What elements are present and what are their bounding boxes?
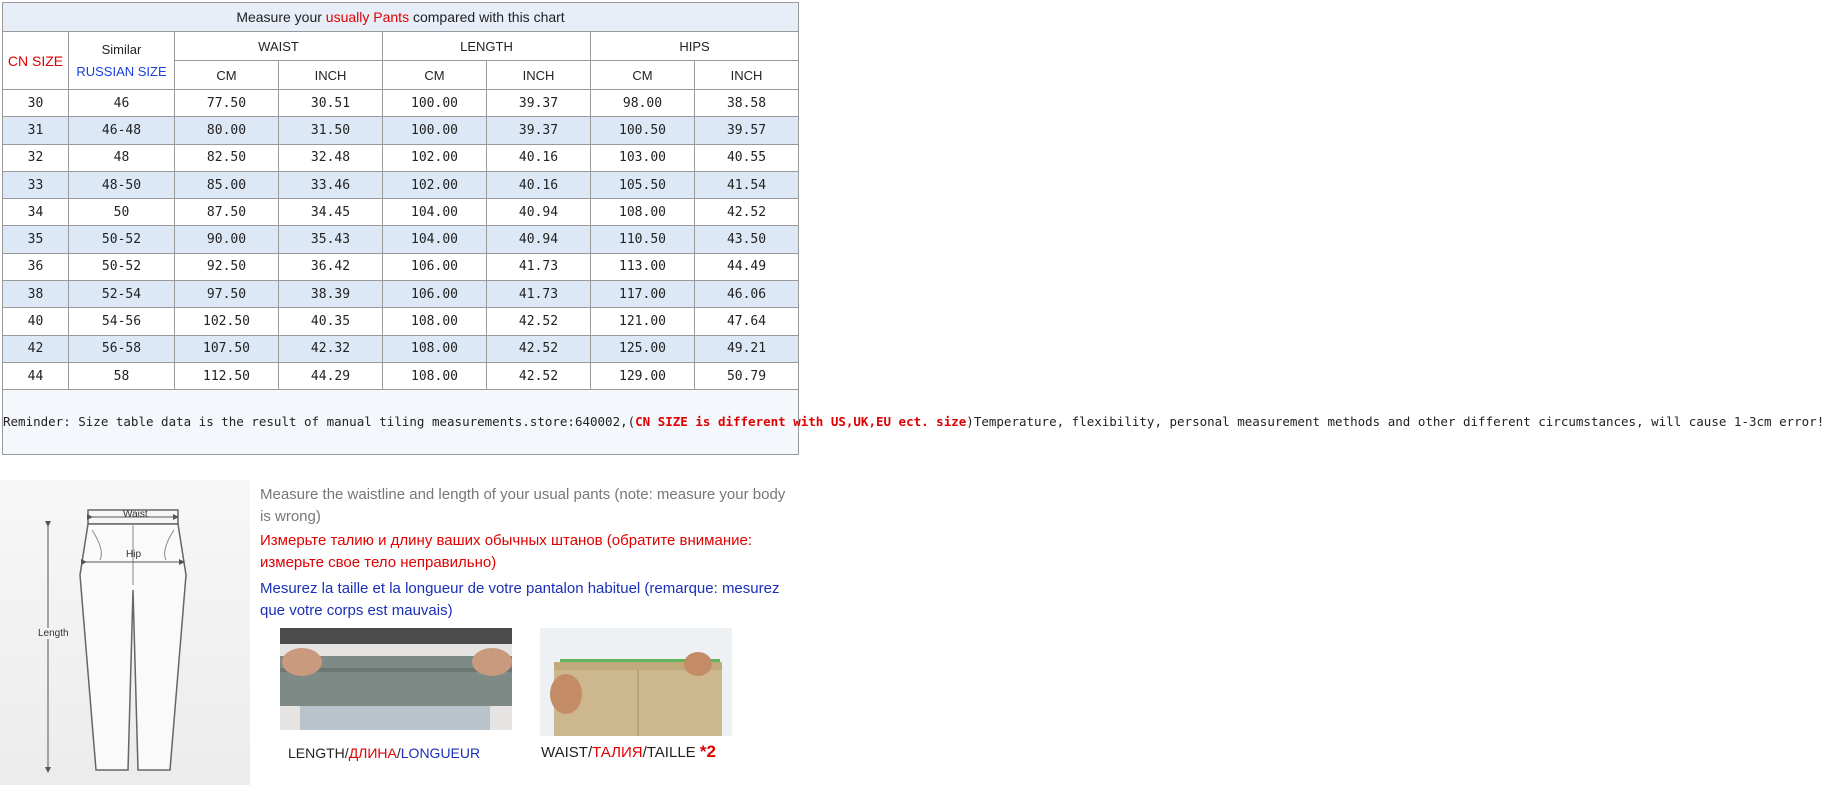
table-cell: 108.00	[383, 362, 487, 389]
table-cell: 40.55	[695, 144, 799, 171]
table-cell: 129.00	[591, 362, 695, 389]
length-caption	[288, 745, 480, 761]
table-cell: 90.00	[175, 226, 279, 253]
table-cell: 36.42	[279, 253, 383, 280]
diagram-waist-label: Waist	[123, 509, 148, 520]
table-cell: 43.50	[695, 226, 799, 253]
header-russian-size: RUSSIAN SIZE	[76, 63, 167, 79]
table-cell: 50	[69, 199, 175, 226]
table-cell: 44.49	[695, 253, 799, 280]
title-highlight: usually Pants	[325, 9, 410, 25]
table-cell: 31.50	[279, 117, 383, 144]
table-cell: 50-52	[69, 226, 175, 253]
caption-length-fr: LONGUEUR	[400, 745, 481, 761]
table-cell: 39.37	[487, 117, 591, 144]
header-row-1	[3, 32, 799, 61]
table-cell: 38.58	[695, 90, 799, 117]
table-cell: 54-56	[69, 308, 175, 335]
instruction-english: Measure the waistline and length of your usual pants (note: measure your body is wrong)	[260, 486, 786, 525]
header-length: LENGTH	[383, 32, 591, 61]
table-cell: 30	[3, 90, 69, 117]
table-row	[3, 281, 799, 308]
table-cell: 47.64	[695, 308, 799, 335]
table-cell: 112.50	[175, 362, 279, 389]
reminder-part1: Reminder: Size table data is the result of manual tiling measurements.store:640002,(	[3, 414, 636, 430]
table-cell: 103.00	[591, 144, 695, 171]
table-cell: 34.45	[279, 199, 383, 226]
table-row	[3, 308, 799, 335]
table-cell: 40.16	[487, 171, 591, 198]
table-cell: 42.52	[695, 199, 799, 226]
table-cell: 100.00	[383, 117, 487, 144]
table-cell: 35.43	[279, 226, 383, 253]
table-row	[3, 253, 799, 280]
table-cell: 50.79	[695, 362, 799, 389]
header-length-cm: CM	[383, 61, 487, 90]
table-row	[3, 335, 799, 362]
table-row	[3, 226, 799, 253]
table-cell: 34	[3, 199, 69, 226]
diagram-length-label: Length	[38, 628, 69, 639]
table-title	[3, 3, 799, 32]
caption-waist-en: WAIST/	[541, 744, 593, 761]
table-cell: 40.35	[279, 308, 383, 335]
table-cell: 77.50	[175, 90, 279, 117]
table-cell: 46-48	[69, 117, 175, 144]
table-cell: 48	[69, 144, 175, 171]
table-cell: 46.06	[695, 281, 799, 308]
table-cell: 41.73	[487, 281, 591, 308]
table-cell: 87.50	[175, 199, 279, 226]
caption-waist-multiplier: *2	[699, 742, 716, 761]
table-cell: 102.50	[175, 308, 279, 335]
instruction-russian: Измерьте талию и длину ваших обычных штанов (обратите внимание: измерьте свое тело неправильно)	[260, 532, 753, 571]
table-cell: 107.50	[175, 335, 279, 362]
table-cell: 41.54	[695, 171, 799, 198]
reminder-text	[3, 390, 1824, 455]
instruction-french: Mesurez la taille et la longueur de votre pantalon habituel (remarque: mesurez que votre corps est mauvais)	[260, 580, 780, 619]
table-cell: 40.94	[487, 199, 591, 226]
table-cell: 92.50	[175, 253, 279, 280]
table-cell: 41.73	[487, 253, 591, 280]
table-cell: 36	[3, 253, 69, 280]
caption-length-sep: /	[396, 745, 401, 761]
table-row	[3, 90, 799, 117]
table-cell: 39.37	[487, 90, 591, 117]
caption-waist-ru: ТАЛИЯ	[592, 744, 643, 761]
table-cell: 104.00	[383, 199, 487, 226]
table-cell: 44.29	[279, 362, 383, 389]
header-waist: WAIST	[175, 32, 383, 61]
table-cell: 39.57	[695, 117, 799, 144]
table-cell: 30.51	[279, 90, 383, 117]
table-cell: 42.52	[487, 362, 591, 389]
table-row	[3, 171, 799, 198]
table-cell: 108.00	[591, 199, 695, 226]
caption-length-ru: ДЛИНА	[348, 745, 397, 761]
table-cell: 42	[3, 335, 69, 362]
diagram-hip-label: Hip	[126, 549, 142, 560]
table-cell: 32	[3, 144, 69, 171]
table-cell: 40.94	[487, 226, 591, 253]
size-chart-table	[2, 2, 1824, 455]
reminder-highlight: CN SIZE is different with US,UK,EU ect. size	[635, 414, 967, 430]
header-waist-cm: CM	[175, 61, 279, 90]
table-cell: 98.00	[591, 90, 695, 117]
table-cell: 32.48	[279, 144, 383, 171]
title-text-end: compared with this chart	[409, 9, 565, 25]
table-cell: 106.00	[383, 253, 487, 280]
table-row	[3, 362, 799, 389]
table-cell: 100.00	[383, 90, 487, 117]
length-measure-photo	[280, 628, 512, 730]
waist-caption	[541, 742, 716, 762]
table-cell: 100.50	[591, 117, 695, 144]
table-cell: 102.00	[383, 144, 487, 171]
table-cell: 35	[3, 226, 69, 253]
pants-diagram	[0, 480, 250, 785]
caption-waist-fr: TAILLE	[646, 744, 696, 761]
table-cell: 31	[3, 117, 69, 144]
caption-length-en: LENGTH/	[288, 745, 349, 761]
reminder-part2: )Temperature, flexibility, personal measurement methods and other different circumstances, will cause 1-3cm error!	[966, 414, 1824, 430]
table-cell: 108.00	[383, 308, 487, 335]
table-cell: 42.52	[487, 308, 591, 335]
table-cell: 48-50	[69, 171, 175, 198]
table-cell: 40.16	[487, 144, 591, 171]
table-row	[3, 117, 799, 144]
table-cell: 42.32	[279, 335, 383, 362]
table-cell: 121.00	[591, 308, 695, 335]
header-cn-size: CN SIZE	[3, 32, 69, 90]
table-row	[3, 144, 799, 171]
header-similar-label: Similar	[101, 41, 142, 57]
table-cell: 108.00	[383, 335, 487, 362]
table-cell: 38	[3, 281, 69, 308]
table-cell: 110.50	[591, 226, 695, 253]
header-hips: HIPS	[591, 32, 799, 61]
table-cell: 102.00	[383, 171, 487, 198]
header-waist-inch: INCH	[279, 61, 383, 90]
table-cell: 125.00	[591, 335, 695, 362]
table-cell: 44	[3, 362, 69, 389]
table-cell: 106.00	[383, 281, 487, 308]
table-cell: 40	[3, 308, 69, 335]
table-cell: 42.52	[487, 335, 591, 362]
table-cell: 85.00	[175, 171, 279, 198]
length-photo-illustration	[280, 628, 512, 730]
table-title-row	[3, 3, 799, 32]
table-cell: 104.00	[383, 226, 487, 253]
table-cell: 97.50	[175, 281, 279, 308]
waist-measure-photo	[540, 628, 732, 736]
waist-photo-illustration	[540, 628, 732, 736]
header-similar	[69, 32, 175, 90]
table-row	[3, 199, 799, 226]
table-cell: 58	[69, 362, 175, 389]
table-cell: 33.46	[279, 171, 383, 198]
reminder-row	[3, 390, 799, 455]
header-hips-inch: INCH	[695, 61, 799, 90]
table-cell: 33	[3, 171, 69, 198]
table-cell: 49.21	[695, 335, 799, 362]
table-cell: 117.00	[591, 281, 695, 308]
table-cell: 38.39	[279, 281, 383, 308]
table-cell: 50-52	[69, 253, 175, 280]
table-cell: 80.00	[175, 117, 279, 144]
caption-waist-sep: /	[642, 744, 647, 761]
title-text: Measure your	[236, 9, 326, 25]
table-cell: 82.50	[175, 144, 279, 171]
header-hips-cm: CM	[591, 61, 695, 90]
header-length-inch: INCH	[487, 61, 591, 90]
table-cell: 46	[69, 90, 175, 117]
table-cell: 52-54	[69, 281, 175, 308]
table-cell: 113.00	[591, 253, 695, 280]
table-cell: 105.50	[591, 171, 695, 198]
table-cell: 56-58	[69, 335, 175, 362]
